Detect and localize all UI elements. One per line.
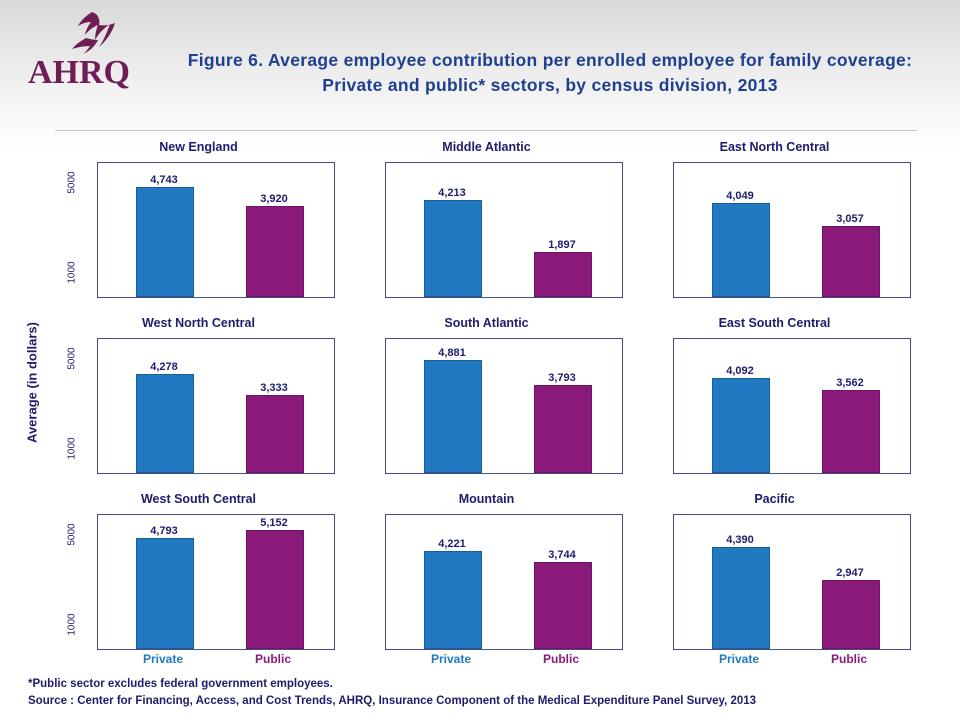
plot-area [97, 162, 335, 298]
bar-public [822, 226, 880, 297]
bar-private [424, 551, 482, 649]
bar-private [136, 374, 194, 473]
panel-title: West North Central [142, 316, 255, 330]
bar-value-label: 4,881 [438, 347, 466, 359]
y-tick-label: 5000 [66, 347, 78, 370]
y-tick-label: 1000 [66, 261, 78, 284]
chart-panel [348, 492, 625, 664]
bar-private [136, 538, 194, 649]
bar-value-label: 4,278 [150, 361, 178, 373]
panel-title: Middle Atlantic [442, 140, 531, 154]
bar-value-label: 4,793 [150, 525, 178, 537]
bar-value-label: 1,897 [548, 239, 576, 251]
panel-title: East North Central [719, 140, 830, 154]
bar-public [822, 580, 880, 649]
bar-private [712, 203, 770, 297]
footnote-public-sector: *Public sector excludes federal government employees. [28, 678, 333, 690]
bar-private [424, 200, 482, 297]
hhs-eagle-icon [66, 10, 118, 56]
bar-private [712, 378, 770, 473]
bar-public [246, 206, 304, 297]
panel-title: East South Central [718, 316, 831, 330]
bar-value-label: 3,793 [548, 372, 576, 384]
figure-title: Figure 6. Average employee contribution per enrolled employee for family coverage: Private and public* sectors, by census division, 2013 [187, 50, 913, 95]
bar-value-label: 5,152 [260, 517, 288, 529]
plot-area [673, 162, 911, 298]
bar-public [534, 385, 592, 473]
bar-value-label: 4,743 [150, 174, 178, 186]
bar-value-label: 4,221 [438, 538, 466, 550]
y-axis-title: Average (in dollars) [24, 322, 40, 443]
category-label-public: Public [254, 652, 291, 666]
footnote-source: Source : Center for Financing, Access, and Cost Trends, AHRQ, Insurance Component of the Medical Expenditure Panel Survey, 2013 [28, 695, 757, 707]
category-label-private: Private [430, 652, 472, 666]
bar-value-label: 3,562 [836, 377, 864, 389]
category-label-private: Private [142, 652, 184, 666]
footnotes [28, 676, 928, 710]
plot-area [673, 514, 911, 650]
bar-private [712, 547, 770, 649]
plot-area [673, 338, 911, 474]
category-label-private: Private [718, 652, 760, 666]
bar-value-label: 4,390 [726, 534, 754, 546]
bar-value-label: 3,920 [260, 193, 288, 205]
bar-public [822, 390, 880, 473]
panel-title: South Atlantic [444, 316, 529, 330]
chart-panel [636, 140, 913, 312]
panel-title: New England [159, 140, 238, 154]
header-divider [55, 130, 917, 131]
chart-panel [60, 316, 337, 488]
bar-public [534, 252, 592, 297]
bar-value-label: 4,092 [726, 365, 754, 377]
y-tick-label: 5000 [66, 523, 78, 546]
bar-value-label: 3,744 [548, 549, 576, 561]
bar-public [246, 530, 304, 649]
plot-area [385, 514, 623, 650]
category-label-public: Public [830, 652, 867, 666]
chart-panel [636, 316, 913, 488]
plot-area [97, 338, 335, 474]
y-tick-label: 5000 [66, 171, 78, 194]
chart-panel [348, 140, 625, 312]
category-labels [97, 652, 335, 668]
panel-title: West South Central [140, 492, 257, 506]
bar-value-label: 3,333 [260, 382, 288, 394]
bar-public [534, 562, 592, 649]
bar-value-label: 4,213 [438, 187, 466, 199]
panel-title: Mountain [458, 492, 515, 506]
plot-area [97, 514, 335, 650]
ahrq-logo [28, 10, 158, 90]
chart-panel [60, 140, 337, 312]
chart-panel [348, 316, 625, 488]
category-labels [673, 652, 911, 668]
bar-public [246, 395, 304, 473]
bar-private [136, 187, 194, 297]
bar-value-label: 3,057 [836, 213, 864, 225]
y-tick-label: 1000 [66, 437, 78, 460]
bar-private [424, 360, 482, 473]
bar-value-label: 4,049 [726, 190, 754, 202]
plot-area [385, 338, 623, 474]
plot-area [385, 162, 623, 298]
panel-title: Pacific [754, 492, 795, 506]
category-label-public: Public [542, 652, 579, 666]
category-labels [385, 652, 623, 668]
ahrq-logo-text: AHRQ [28, 54, 130, 91]
bar-value-label: 2,947 [836, 567, 864, 579]
chart-panel [60, 492, 337, 664]
chart-panel [636, 492, 913, 664]
panel-grid [60, 140, 920, 666]
y-tick-label: 1000 [66, 613, 78, 636]
